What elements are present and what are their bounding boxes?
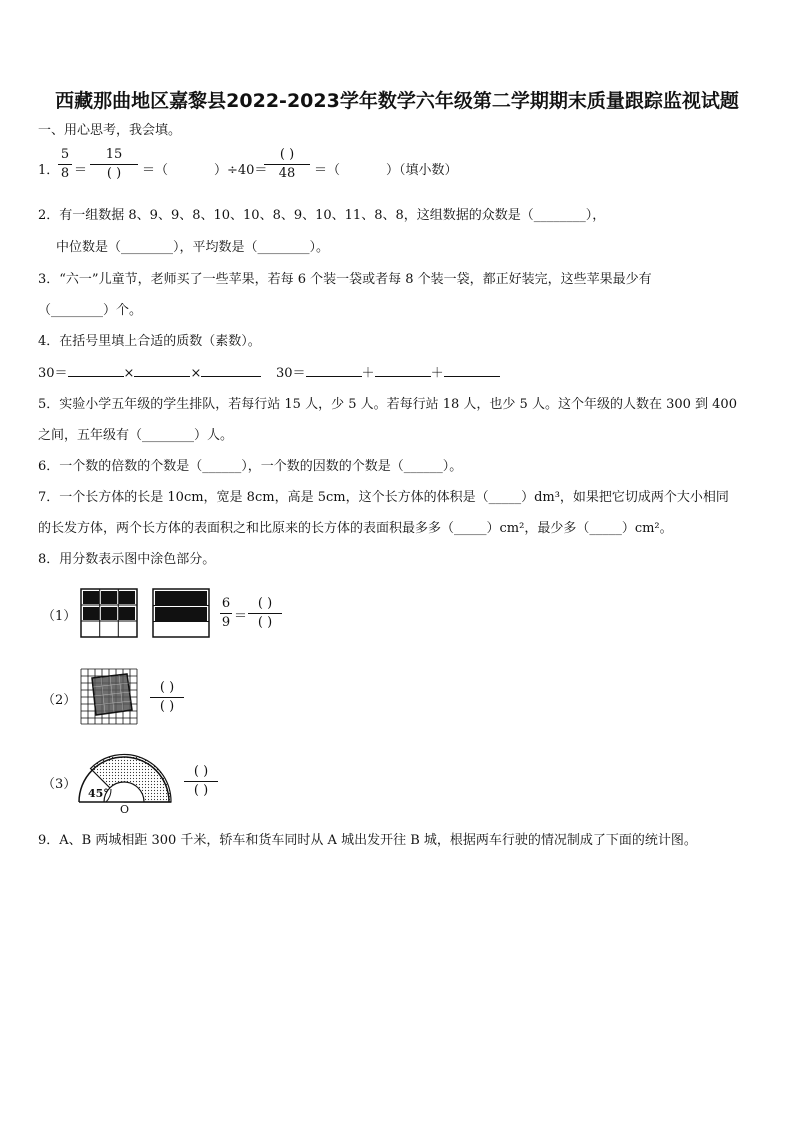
fraction-bar bbox=[248, 613, 282, 614]
bar-split-figure bbox=[152, 588, 212, 640]
angle-label: 45° bbox=[88, 787, 109, 800]
answer-blank[interactable] bbox=[444, 376, 500, 377]
section-heading: 一、用心思考，我会填。 bbox=[38, 123, 182, 138]
numerator-blank: ( ) bbox=[257, 596, 273, 611]
q1-fraction-blank-48 bbox=[264, 147, 310, 182]
q6-line1: 6．一个数的倍数的个数是（______），一个数的因数的个数是（______）。 bbox=[38, 459, 463, 474]
tilted-square-grid-figure bbox=[80, 668, 142, 726]
numerator-blank: ( ) bbox=[193, 764, 209, 779]
denominator: 8 bbox=[60, 166, 70, 181]
plus-sign: ＋ bbox=[361, 366, 375, 381]
q3-line1: 3．“六一”儿童节，老师买了一些苹果，若每 6 个装一袋或者每 8 个装一袋，都正好装完，这些苹果最少有 bbox=[38, 272, 652, 287]
denominator-blank: ( ) bbox=[159, 699, 175, 714]
fraction-6-9 bbox=[220, 596, 232, 631]
equals-paren-open: ＝（ bbox=[314, 163, 341, 178]
q4-sum-expression bbox=[276, 365, 500, 383]
lead-30: 30＝ bbox=[38, 366, 68, 381]
q8-line1: 8．用分数表示图中涂色部分。 bbox=[38, 552, 216, 567]
q7-line1: 7．一个长方体的长是 10cm，宽是 8cm，高是 5cm，这个长方体的体积是（_____）dm³，如果把它切成两个大小相同 bbox=[38, 490, 729, 505]
q9-line1: 9．A、B 两城相距 300 千米，轿车和货车同时从 A 城出发开往 B 城，根据两车行驶的情况制成了下面的统计图。 bbox=[38, 833, 697, 848]
fraction-bar bbox=[184, 781, 218, 782]
q1-tail: ）（填小数） bbox=[386, 163, 458, 178]
fraction-bar bbox=[58, 164, 72, 165]
fraction-bar bbox=[220, 613, 232, 614]
divide-40: ）÷40＝ bbox=[214, 163, 268, 178]
page-title: 西藏那曲地区嘉黎县2022-2023学年数学六年级第二学期期末质量跟踪监视试题 bbox=[55, 90, 739, 112]
center-label: O bbox=[120, 803, 130, 816]
fraction-bar bbox=[150, 697, 184, 698]
numerator-blank: ( ) bbox=[159, 680, 175, 695]
q4-line1: 4．在括号里填上合适的质数（素数）。 bbox=[38, 334, 261, 349]
q7-line2: 的长发方体，两个长方体的表面积之和比原来的长方体的表面积最多多（_____）cm²，最少多（_____）cm²。 bbox=[38, 521, 673, 536]
numerator-blank: ( ) bbox=[279, 147, 295, 162]
q1-number: 1． bbox=[38, 163, 60, 178]
equals-sign: ＝ bbox=[234, 609, 248, 624]
numerator: 5 bbox=[60, 147, 70, 162]
equals-sign: ＝ bbox=[74, 163, 88, 178]
denominator: 48 bbox=[278, 166, 296, 181]
fraction-bar bbox=[264, 164, 310, 165]
q5-line1: 5．实验小学五年级的学生排队，若每行站 15 人，少 5 人。若每行站 18 人，也少 5 人。这个年级的人数在 300 到 400 bbox=[38, 397, 737, 412]
denominator-blank: ( ) bbox=[106, 166, 122, 181]
q2-line2: 中位数是（________），平均数是（________）。 bbox=[56, 240, 330, 255]
answer-blank[interactable] bbox=[68, 376, 124, 377]
answer-fraction-blank[interactable] bbox=[248, 596, 282, 631]
semicircle-sector-figure bbox=[78, 756, 178, 816]
q3-line2: （________）个。 bbox=[38, 303, 143, 318]
q2-line1: 2．有一组数据 8、9、9、8、10、10、8、9、10、11、8、8，这组数据的众数是（________）， bbox=[38, 208, 606, 223]
equals-paren-open: ＝（ bbox=[142, 163, 169, 178]
times-sign: × bbox=[123, 366, 135, 381]
q8-part1-label: （1） bbox=[42, 609, 77, 624]
answer-blank[interactable] bbox=[134, 376, 190, 377]
lead-30: 30＝ bbox=[276, 366, 306, 381]
denominator-blank: ( ) bbox=[193, 783, 209, 798]
answer-fraction-blank[interactable] bbox=[150, 680, 184, 715]
numerator: 6 bbox=[221, 596, 231, 611]
fraction-bar bbox=[90, 164, 138, 165]
denominator: 9 bbox=[221, 615, 231, 630]
denominator-blank: ( ) bbox=[257, 615, 273, 630]
plus-sign: ＋ bbox=[430, 366, 444, 381]
answer-blank[interactable] bbox=[375, 376, 431, 377]
answer-fraction-blank[interactable] bbox=[184, 764, 218, 799]
answer-blank[interactable] bbox=[306, 376, 362, 377]
answer-blank[interactable] bbox=[201, 376, 261, 377]
q8-part2-label: （2） bbox=[42, 693, 77, 708]
times-sign: × bbox=[190, 366, 202, 381]
grid-3x3-figure bbox=[80, 588, 140, 640]
q1-fraction-15-blank bbox=[90, 147, 138, 182]
numerator: 15 bbox=[105, 147, 123, 162]
q5-line2: 之间，五年级有（________）人。 bbox=[38, 428, 234, 443]
q4-product-expression bbox=[38, 365, 261, 383]
q1-fraction-5-8 bbox=[58, 147, 72, 182]
q8-part3-label: （3） bbox=[42, 777, 77, 792]
